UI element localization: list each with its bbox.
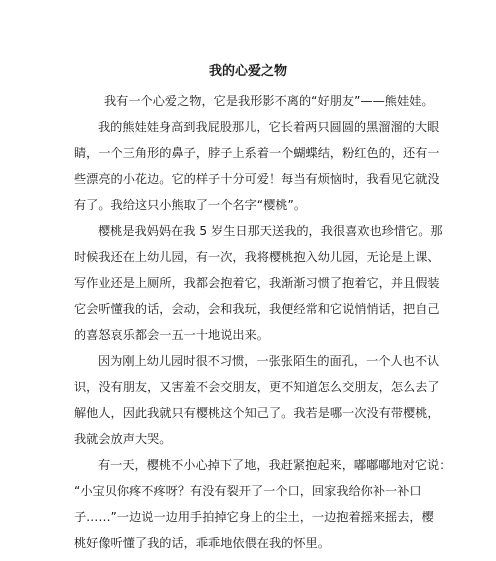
paragraph-line: 因为刚上幼儿园时很不习惯，一张张陌生的面孔，一个人也不认	[98, 354, 440, 368]
paragraph-line: 些漂亮的小花边。它的样子十分可爱！每当有烦恼时，我看见它就没	[74, 172, 440, 186]
paragraph-line: 识，没有朋友，又害羞不会交朋友，更不知道怎么交朋友，怎么去了	[74, 380, 440, 394]
paragraph-line: 子……”一边说一边用手拍掉它身上的尘土，一边抱着摇来摇去，樱	[74, 510, 434, 524]
paragraph-line: 写作业还是上厕所，我都会抱着它，我渐渐习惯了抱着它，并且假装	[74, 276, 440, 290]
paragraph-line: 有了。我给这只小熊取了一个名字“樱桃”。	[74, 198, 307, 212]
paragraph-line: 时候我还在上幼儿园，有一次，我将樱桃抱入幼儿园，无论是上课、	[74, 250, 440, 264]
paragraph-line: 樱桃是我妈妈在我 5 岁生日那天送我的，我很喜欢也珍惜它。那	[98, 224, 443, 238]
paragraph-line: 有一天，樱桃不小心掉下了地，我赶紧抱起来，嘟嘟嘟地对它说：	[98, 458, 452, 472]
paragraph-line: 我的熊娃娃身高到我屁股那儿，它长着两只圆圆的黑溜溜的大眼	[98, 120, 440, 134]
paragraph-line: “小宝贝你疼不疼呀？有没有裂开了一个口，回家我给你补一补口	[74, 484, 422, 498]
paragraph-line: 的喜怒哀乐都会一五一十地说出来。	[74, 328, 269, 342]
paragraph-line: 它会听懂我的话，会动，会和我玩，我便经常和它说悄悄话，把自己	[74, 302, 440, 316]
paragraph-line: 睛，一个三角形的鼻子，脖子上系着一个蝴蝶结，粉红色的，还有一	[74, 146, 440, 160]
paragraph-line: 我就会放声大哭。	[74, 432, 172, 446]
document-title: 我的心爱之物	[208, 64, 287, 79]
paragraph-line: 我有一个心爱之物，它是我形影不离的“好朋友”——熊娃娃。	[104, 94, 434, 108]
paragraph-line: 解他人，因此我就只有樱桃这个知己了。我若是哪一次没有带樱桃，	[74, 406, 440, 420]
paragraph-line: 桃好像听懂了我的话，乖乖地依偎在我的怀里。	[74, 536, 330, 550]
